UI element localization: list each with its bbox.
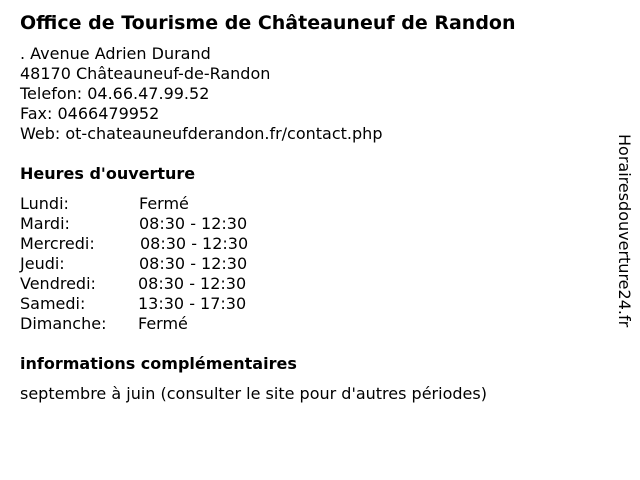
- time-value: 08:30 - 12:30: [139, 254, 248, 273]
- day-label: Mardi:: [20, 214, 70, 233]
- additional-info-text: septembre à juin (consulter le site pour d'autres périodes): [20, 384, 487, 403]
- additional-info-heading: informations complémentaires: [20, 354, 297, 373]
- address-street: . Avenue Adrien Durand: [20, 44, 211, 63]
- day-label: Dimanche:: [20, 314, 107, 333]
- watermark: [612, 134, 636, 346]
- watermark-text: Horairesdouverture24.fr: [615, 134, 634, 328]
- day-label: Lundi:: [20, 194, 69, 213]
- time-value: 13:30 - 17:30: [138, 294, 247, 313]
- time-value: 08:30 - 12:30: [138, 274, 247, 293]
- phone-number: Telefon: 04.66.47.99.52: [20, 84, 210, 103]
- day-label: Samedi:: [20, 294, 86, 313]
- fax-number: Fax: 0466479952: [20, 104, 160, 123]
- time-value: Fermé: [138, 314, 188, 333]
- time-value: Fermé: [139, 194, 189, 213]
- day-label: Vendredi:: [20, 274, 96, 293]
- website-link: Web: ot-chateauneufderandon.fr/contact.php: [20, 124, 383, 143]
- day-label: Jeudi:: [20, 254, 65, 273]
- page-title: Office de Tourisme de Châteauneuf de Randon: [20, 12, 516, 34]
- time-value: 08:30 - 12:30: [140, 234, 249, 253]
- time-value: 08:30 - 12:30: [139, 214, 248, 233]
- opening-hours-heading: Heures d'ouverture: [20, 164, 196, 183]
- address-city: 48170 Châteauneuf-de-Randon: [20, 64, 271, 83]
- contact-block: [20, 44, 382, 144]
- day-label: Mercredi:: [20, 234, 95, 253]
